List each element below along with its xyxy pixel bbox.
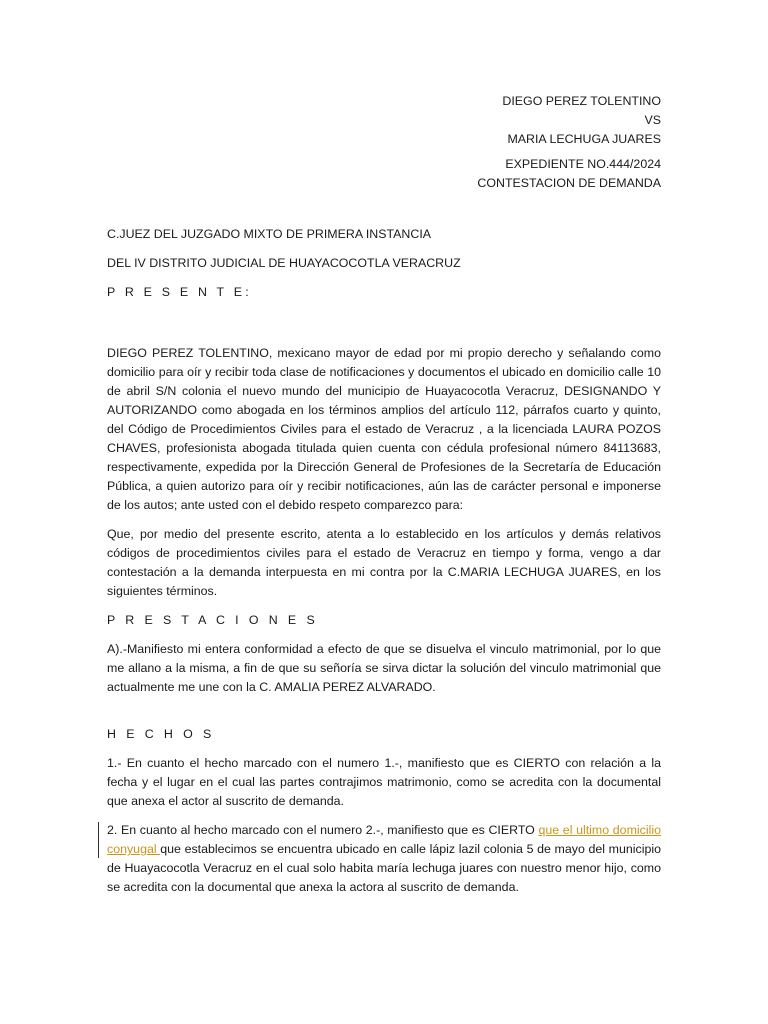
document-type: CONTESTACION DE DEMANDA: [477, 176, 661, 190]
addressee-line-presente: P R E S E N T E:: [107, 285, 252, 299]
revision-change-bar: [98, 822, 99, 858]
hecho-2-paragraph: [107, 821, 661, 897]
hecho-1-paragraph: 1.- En cuanto el hecho marcado con el numero 1.-, manifiesto que es CIERTO con relación a la fecha y el lugar en el cual las partes contrajimos matrimonio, como se acredita con la documental que anexa el actor al suscrito de demanda.: [107, 756, 661, 808]
document-body: [107, 344, 661, 897]
case-header: [107, 92, 661, 193]
hecho-2-text-end: que establecimos se encuentra ubicado en calle lápiz lazil colonia 5 de mayo del municipio de Huayacocotla Veracruz en el cual solo habita maría lechuga juares con nuestro menor hijo, como se acredita con la documental que anexa la actora al suscrito de demanda.: [107, 842, 661, 894]
hecho-2-text-start: 2. En cuanto al hecho marcado con el numero 2.-, manifiesto que es CIERTO: [107, 823, 539, 837]
prestaciones-heading: P R E S T A C I O N E S: [107, 613, 319, 627]
hechos-heading: H E C H O S: [107, 727, 215, 741]
versus-label: VS: [644, 113, 661, 127]
tracked-change-insertion[interactable]: que el ultimo domicilio conyugal: [107, 823, 661, 856]
plaintiff-name: DIEGO PEREZ TOLENTINO: [502, 94, 661, 108]
addressee-line-district: DEL IV DISTRITO JUDICIAL DE HUAYACOCOTLA VERACRUZ: [107, 256, 461, 270]
prestacion-a-paragraph: A).-Manifiesto mi entera conformidad a efecto de que se disuelva el vinculo matrimonial, por lo que me allano a la misma, a fin de que su señoría se sirva dictar la solución del vinculo matrimonial que actualmente me une con la C. AMALIA PEREZ ALVARADO.: [107, 642, 661, 694]
purpose-paragraph: Que, por medio del presente escrito, atenta a lo establecido en los artículos y demás relativos códigos de procedimientos civiles para el estado de Veracruz en tiempo y forma, vengo a dar contestación a la demanda interpuesta en mi contra por la C.MARIA LECHUGA JUARES, en los siguientes términos.: [107, 527, 661, 598]
case-number: EXPEDIENTE NO.444/2024: [505, 157, 661, 171]
defendant-name: MARIA LECHUGA JUARES: [507, 132, 661, 146]
intro-paragraph: DIEGO PEREZ TOLENTINO, mexicano mayor de edad por mi propio derecho y señalando como domicilio para oír y recibir toda clase de notificaciones y documentos el ubicado en domicilio calle 10 de abril S/N colonia el nuevo mundo del municipio de Huayacocotla Veracruz, DESIGNANDO Y AUTORIZANDO como abogada en los términos amplios del artículo 112, párrafos cuarto y quinto, del Código de Procedimientos Civiles para el estado de Veracruz , a la licenciada LAURA POZOS CHAVES, profesionista abogada titulada quien cuenta con cédula profesional número 84113683, respectivamente, expedida por la Dirección General de Profesiones de la Secretaría de Educación Pública, a quien autorizo para oír y recibir notificaciones, aún las de carácter personal e imponerse de los autos; ante usted con el debido respeto comparezco para:: [107, 346, 661, 512]
addressee-line-judge: C.JUEZ DEL JUZGADO MIXTO DE PRIMERA INSTANCIA: [107, 227, 432, 241]
addressee-block: [107, 225, 661, 302]
